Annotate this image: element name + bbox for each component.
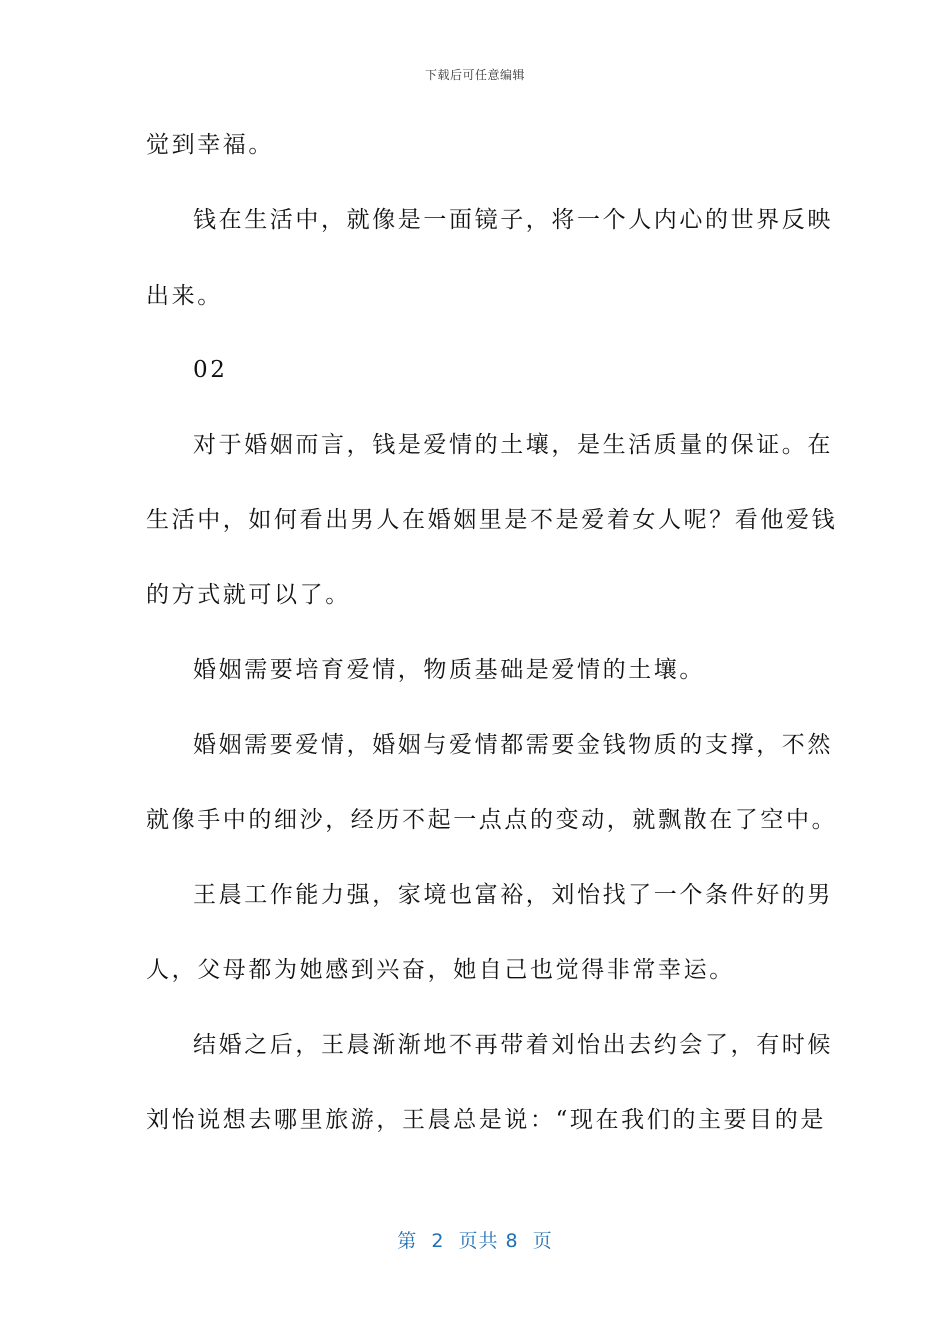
text-line: 的方式就可以了。 xyxy=(146,582,351,608)
text-line: 钱在生活中，就像是一面镜子，将一个人内心的世界反映 xyxy=(193,207,833,233)
text-line: 生活中，如何看出男人在婚姻里是不是爱着女人呢？看他爱钱 xyxy=(146,507,838,533)
text-line: 王晨工作能力强，家境也富裕，刘怡找了一个条件好的男 xyxy=(193,882,833,908)
text-line: 人，父母都为她感到兴奋，她自己也觉得非常幸运。 xyxy=(146,957,735,983)
text-line: 觉到幸福。 xyxy=(146,132,274,158)
text-line: 结婚之后，王晨渐渐地不再带着刘怡出去约会了，有时候 xyxy=(193,1032,833,1058)
page-number-footer: 第 2 页共 8 页 xyxy=(397,1230,553,1252)
text-line: 刘怡说想去哪里旅游，王晨总是说：“现在我们的主要目的是 xyxy=(146,1107,826,1133)
text-line: 婚姻需要爱情，婚姻与爱情都需要金钱物质的支撑，不然 xyxy=(193,732,833,758)
section-number: 02 xyxy=(193,357,228,383)
text-line: 婚姻需要培育爱情，物质基础是爱情的土壤。 xyxy=(193,657,705,683)
text-line: 对于婚姻而言，钱是爱情的土壤，是生活质量的保证。在 xyxy=(193,432,833,458)
text-line: 出来。 xyxy=(146,283,223,309)
text-line: 就像手中的细沙，经历不起一点点的变动，就飘散在了空中。 xyxy=(146,807,838,833)
page-header: 下载后可任意编辑 xyxy=(424,68,525,82)
